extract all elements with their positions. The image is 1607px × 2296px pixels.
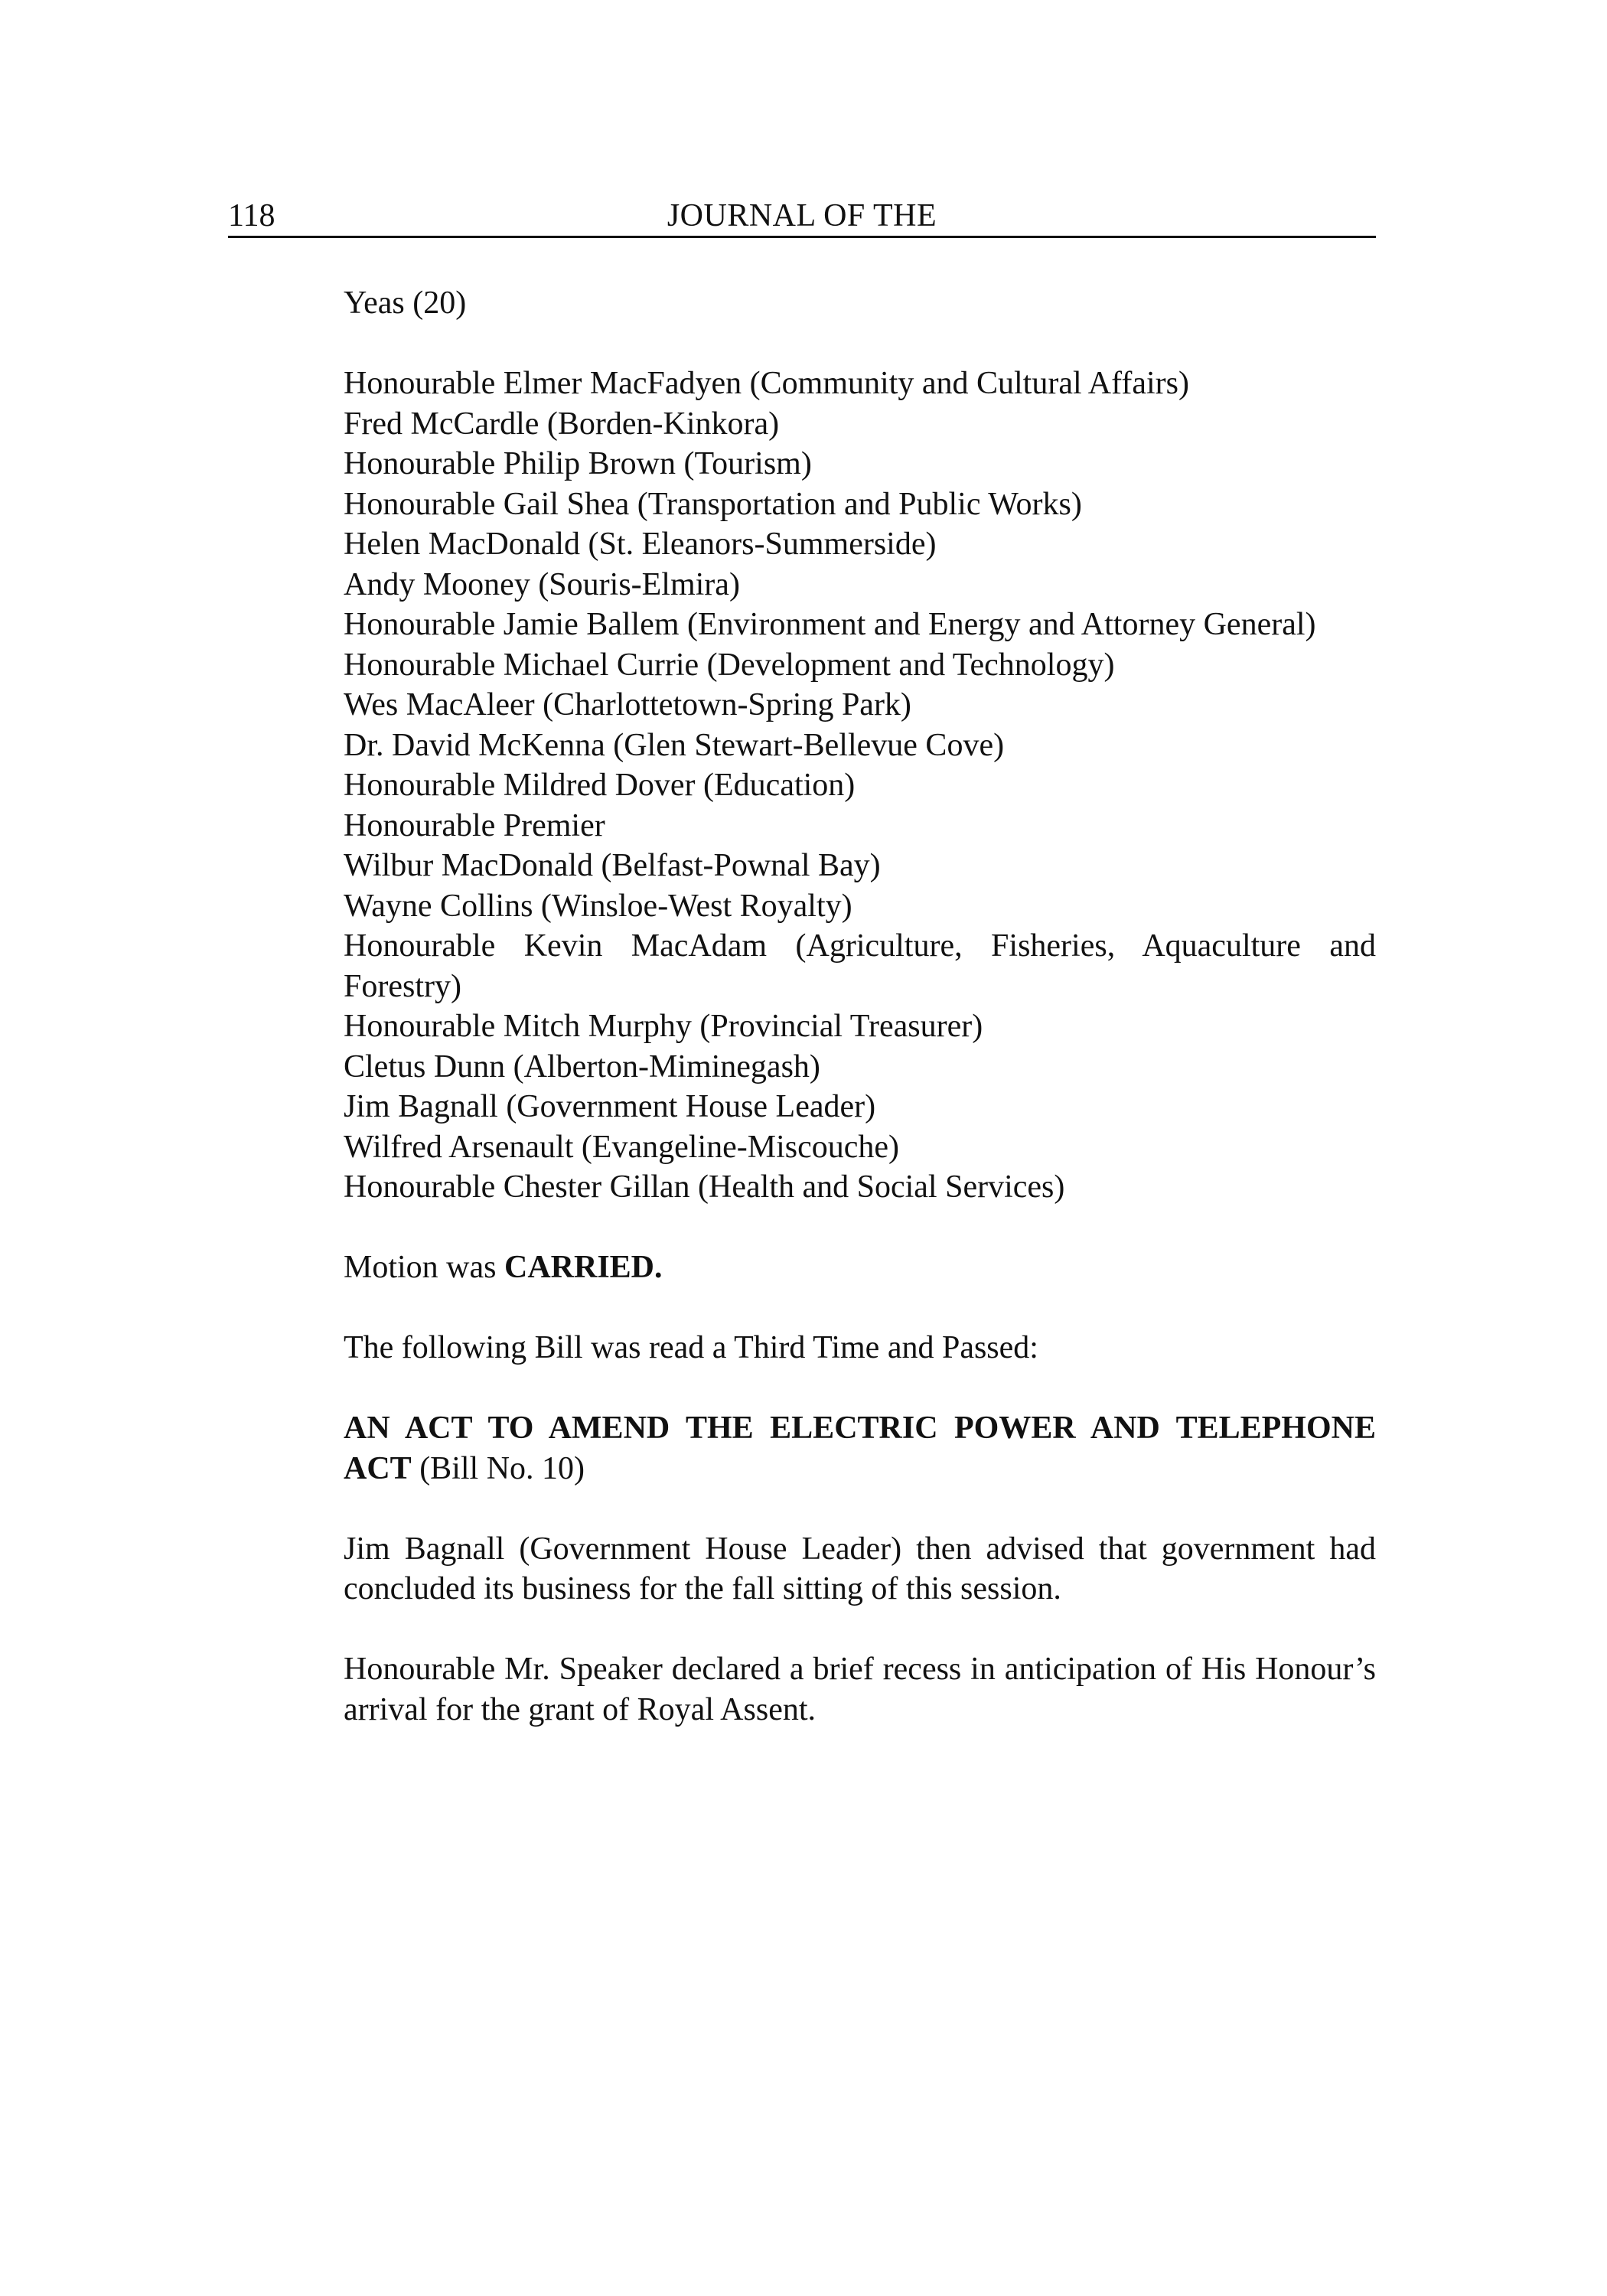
- running-title: JOURNAL OF THE: [667, 198, 937, 233]
- member-entry: Honourable Philip Brown (Tourism): [344, 446, 812, 481]
- member-entry: Dr. David McKenna (Glen Stewart-Bellevue Cove): [344, 727, 1005, 763]
- bill-title: AN ACT TO AMEND THE ELECTRIC POWER AND TELEPHONE ACT: [344, 1411, 1376, 1486]
- member-entry: Fred McCardle (Borden-Kinkora): [344, 406, 780, 442]
- member-entry: Andy Mooney (Souris-Elmira): [344, 566, 740, 602]
- government-business-paragraph: Jim Bagnall (Government House Leader) then advised that government had concluded its business for the fall sitting of this session.: [344, 1531, 1376, 1606]
- recess-paragraph: Honourable Mr. Speaker declared a brief recess in anticipation of His Honour’s arrival for the grant of Royal Assent.: [344, 1652, 1376, 1727]
- page-number: 118: [228, 198, 275, 233]
- journal-content: [344, 283, 1376, 1770]
- member-entry: Wayne Collins (Winsloe-West Royalty): [344, 888, 852, 924]
- member-entry: Wes MacAleer (Charlottetown-Spring Park): [344, 687, 911, 722]
- member-entry: Honourable Chester Gillan (Health and Social Services): [344, 1169, 1065, 1205]
- member-entry: Jim Bagnall (Government House Leader): [344, 1089, 876, 1124]
- member-entry: Honourable Mildred Dover (Education): [344, 768, 856, 803]
- bill-number: (Bill No. 10): [411, 1450, 585, 1486]
- member-entry: Honourable Michael Currie (Development and Technology): [344, 647, 1115, 683]
- member-entry: Honourable Gail Shea (Transportation and Public Works): [344, 486, 1082, 522]
- page-header: [228, 196, 1376, 238]
- yeas-member-list: [344, 364, 1376, 1208]
- motion-result: [344, 1247, 1376, 1288]
- yeas-heading: Yeas (20): [344, 285, 467, 321]
- member-entry: Honourable Elmer MacFadyen (Community and Cultural Affairs): [344, 366, 1189, 401]
- member-entry: Helen MacDonald (St. Eleanors-Summerside): [344, 527, 937, 562]
- member-entry: Honourable Jamie Ballem (Environment and Energy and Attorney General): [344, 607, 1316, 642]
- third-reading-intro: The following Bill was read a Third Time and Passed:: [344, 1330, 1038, 1365]
- member-entry: Honourable Mitch Murphy (Provincial Treasurer): [344, 1009, 983, 1044]
- member-entry: Cletus Dunn (Alberton-Miminegash): [344, 1049, 820, 1084]
- member-entry: Wilbur MacDonald (Belfast-Pownal Bay): [344, 848, 881, 883]
- motion-carried: CARRIED.: [504, 1250, 663, 1285]
- member-entry: Wilfred Arsenault (Evangeline-Miscouche): [344, 1129, 900, 1165]
- member-entry: Honourable Kevin MacAdam (Agriculture, Fisheries, Aquaculture and Forestry): [344, 928, 1376, 1004]
- bill-entry: [344, 1408, 1376, 1489]
- member-entry: Honourable Premier: [344, 807, 605, 843]
- motion-prefix: Motion was: [344, 1250, 504, 1285]
